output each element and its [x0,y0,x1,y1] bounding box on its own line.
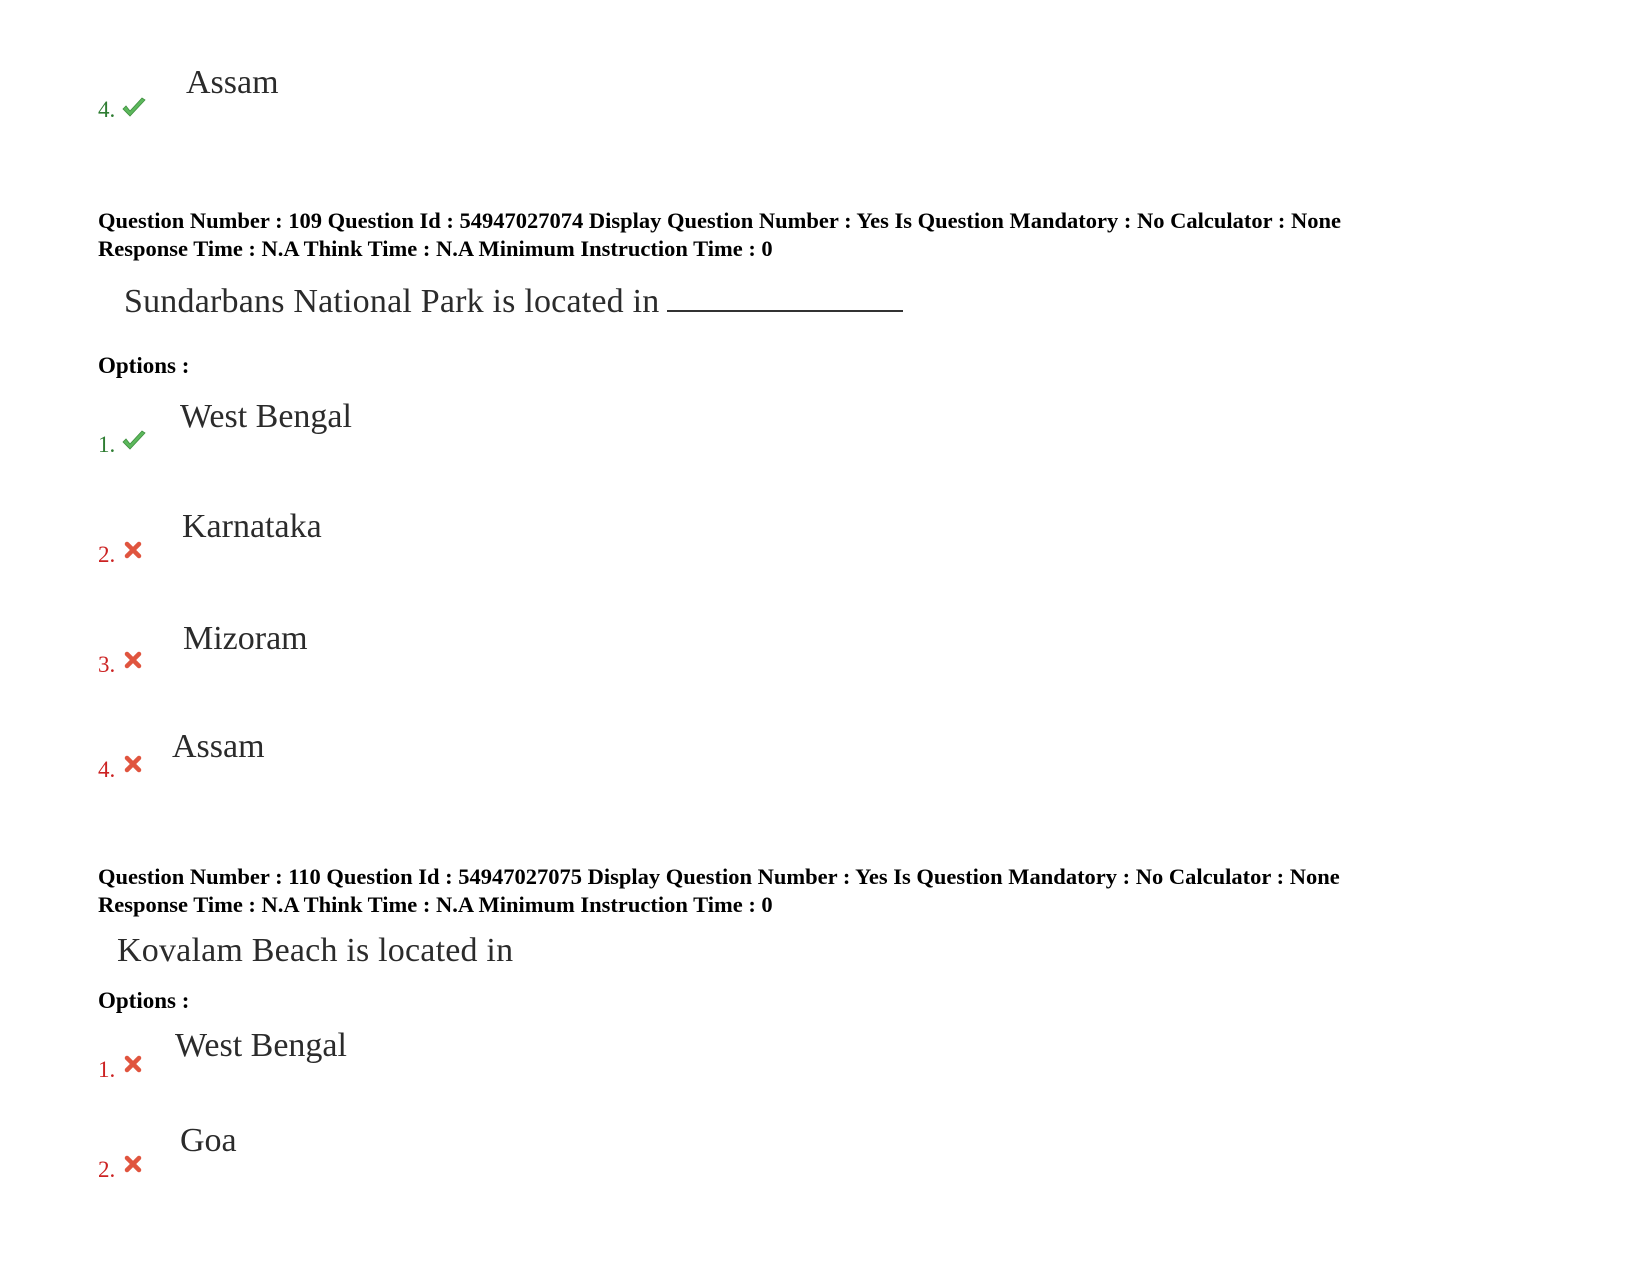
option-number: 4. [98,757,116,782]
option-text: Karnataka [182,508,322,545]
options-label: Options : [98,353,190,378]
cross-icon [124,651,142,669]
option-number: 4. [98,97,116,122]
cross-icon [124,755,142,773]
option-number: 1. [98,1057,116,1082]
answer-blank [667,282,903,312]
option-number: 2. [98,542,116,567]
option-number: 3. [98,652,116,677]
question-meta-line: Question Number : 109 Question Id : 54947027074 Display Question Number : Yes Is Question Mandatory : No Calculator : None [98,208,1341,233]
check-icon [121,97,147,119]
question-meta-line: Response Time : N.A Think Time : N.A Minimum Instruction Time : 0 [98,236,773,261]
question-meta [98,207,1341,263]
option-number: 2. [98,1157,116,1182]
option-text: West Bengal [175,1027,347,1064]
option-text: Assam [186,64,279,101]
options-label: Options : [98,988,190,1013]
check-icon [121,430,147,452]
cross-icon [124,1055,142,1073]
question-text [124,282,903,321]
cross-icon [124,1155,142,1173]
option-text: Goa [180,1122,237,1159]
question-meta-line: Question Number : 110 Question Id : 54947027075 Display Question Number : Yes Is Question Mandatory : No Calculator : None [98,864,1340,889]
question-meta [98,863,1340,919]
option-text: Mizoram [183,620,308,657]
question-text-content: Sundarbans National Park is located in [124,283,660,320]
option-number: 1. [98,432,116,457]
option-text: West Bengal [180,398,352,435]
question-text: Kovalam Beach is located in [117,932,514,969]
question-meta-line: Response Time : N.A Think Time : N.A Minimum Instruction Time : 0 [98,892,773,917]
cross-icon [124,541,142,559]
option-text: Assam [172,728,265,765]
